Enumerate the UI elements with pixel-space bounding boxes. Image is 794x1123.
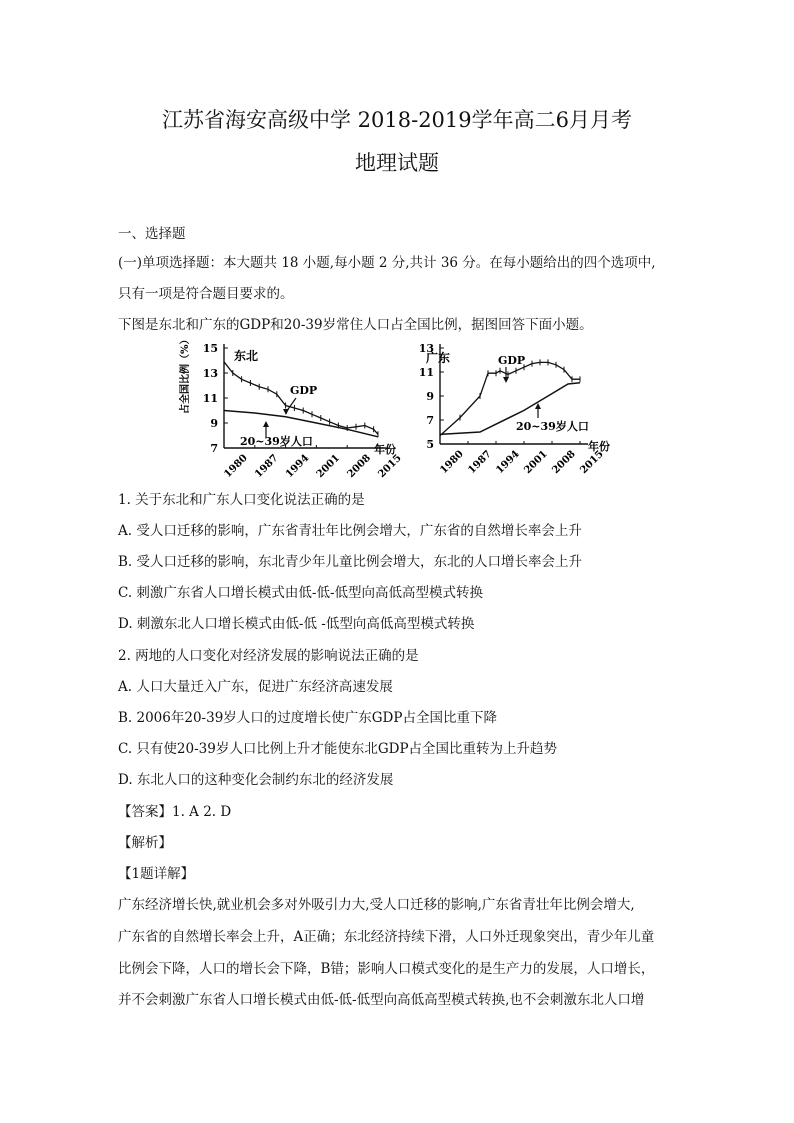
question-1-stem: 1. 关于东北和广东人口变化说法正确的是: [118, 492, 365, 508]
x-tick-label: 1994: [494, 448, 522, 477]
population-arrow-head: [263, 421, 269, 427]
y-tick-label: 11: [418, 366, 434, 379]
y-tick-label: 13: [202, 367, 218, 380]
gdp-arrow-head: [503, 377, 509, 383]
detail-line: 比例会下降，人口的增长会下降，B错；影响人口模式变化的是生产力的发展，人口增长，: [118, 961, 655, 977]
question-2-option-c: C. 只有使20-39岁人口比例上升才能使东北GDP占全国比重转为上升趋势: [118, 741, 558, 757]
exam-subtitle: 地理试题: [355, 151, 439, 175]
detail-line: 广东经济增长快,就业机会多对外吸引力大,受人口迁移的影响,广东省青壮年比例会增大,: [118, 897, 635, 913]
gdp-series-line: [224, 362, 378, 435]
x-tick-label: 1980: [438, 448, 466, 477]
detail-line: 并不会刺激广东省人口增长模式由低-低-低型向高低高型模式转换,也不会刺激东北人口增: [118, 992, 645, 1008]
analysis-label: 【解析】: [118, 835, 172, 851]
question-2-option-d: D. 东北人口的这种变化会制约东北的经济发展: [118, 772, 394, 788]
question-1-option-a: A. 受人口迁移的影响，广东省青壮年比例会增大，广东省的自然增长率会上升: [118, 523, 582, 539]
y-tick-label: 7: [210, 442, 218, 455]
question-2-option-a: A. 人口大量迁入广东，促进广东经济高速发展: [118, 679, 393, 695]
y-tick-label: 15: [202, 342, 218, 355]
x-tick-label: 1987: [253, 452, 281, 481]
x-tick-label: 2015: [376, 452, 404, 481]
guangdong-chart: [418, 340, 618, 480]
x-tick-label: 2015: [578, 448, 606, 477]
x-tick-label: 1987: [466, 448, 494, 477]
y-tick-label: 5: [426, 438, 434, 451]
x-axis-label: 年份: [374, 443, 396, 456]
x-tick-label: 1980: [222, 452, 250, 481]
detail-label: 【1题详解】: [118, 866, 195, 882]
question-2-stem: 2. 两地的人口变化对经济发展的影响说法正确的是: [118, 648, 419, 664]
x-tick-label: 2008: [550, 448, 578, 477]
question-1-option-b: B. 受人口迁移的影响，东北青少年儿童比例会增大，东北的人口增长率会上升: [118, 554, 583, 570]
question-1-option-d: D. 刺激东北人口增长模式由低-低 -低型向高低高型模式转换: [118, 616, 475, 632]
question-2-option-b: B. 2006年20-39岁人口的过度增长使广东GDP占全国比重下降: [118, 710, 497, 726]
intro-line: 只有一项是符合题目要求的。: [118, 286, 294, 302]
y-tick-label: 11: [202, 392, 218, 405]
population-series-label: 20~39岁人口: [240, 435, 313, 448]
section-heading: 一、选择题: [118, 226, 186, 242]
y-tick-label: 9: [426, 390, 434, 403]
x-tick-label: 2001: [522, 448, 550, 477]
y-tick-label: 13: [418, 342, 434, 355]
y-axis-label: 占全国比例（%）: [180, 334, 191, 414]
x-tick-label: 1994: [283, 452, 312, 481]
y-tick-label: 9: [210, 417, 218, 430]
region-label: 东北: [234, 349, 259, 363]
region-label: 广东: [426, 351, 451, 365]
northeast-chart: [178, 334, 404, 481]
x-axis-label: 年份: [588, 440, 610, 453]
question-1-option-c: C. 刺激广东省人口增长模式由低-低-低型向高低高型模式转换: [118, 585, 484, 601]
y-tick-label: 7: [426, 414, 434, 427]
gdp-arrow-head: [283, 409, 289, 415]
answer-line: 【答案】1. A 2. D: [118, 804, 232, 820]
exam-title: 江苏省海安高级中学 2018-2019学年高二6月月考: [161, 108, 633, 132]
detail-line: 广东省的自然增长率会上升，A正确；东北经济持续下滑，人口外迁现象突出，青少年儿童: [118, 929, 655, 945]
population-series-label: 20~39岁人口: [516, 420, 589, 433]
population-series-line: [224, 411, 378, 437]
intro-line: (一)单项选择题：本大题共 18 小题,每小题 2 分,共计 36 分。在每小题给出的四个选项中,: [118, 255, 656, 271]
x-tick-label: 2008: [345, 452, 374, 481]
intro-line: 下图是东北和广东的GDP和20-39岁常住人口占全国比例，据图回答下面小题。: [118, 317, 593, 333]
gdp-series-label: GDP: [290, 384, 318, 397]
x-tick-label: 2001: [314, 452, 343, 481]
gdp-series-label: GDP: [498, 354, 526, 367]
